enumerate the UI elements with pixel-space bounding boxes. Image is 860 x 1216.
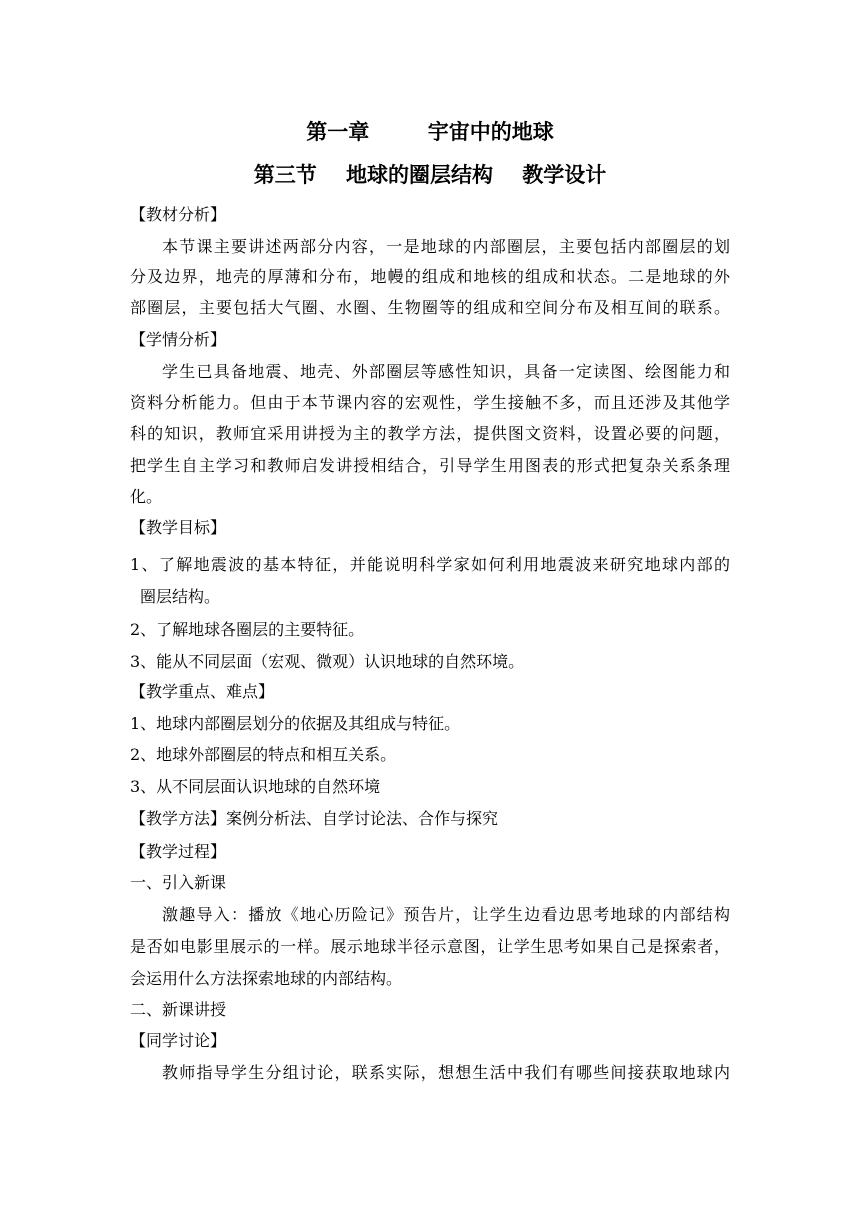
paragraph-line: 激趣导入：播放《地心历险记》预告片，让学生边看边思考地球的内部结构 bbox=[162, 905, 730, 924]
paragraph-line: 部圈层，主要包括大气圈、水圈、生物圈等的组成和空间分布及相互间的联系。 bbox=[130, 298, 730, 317]
heading-group-discussion: 【同学讨论】 bbox=[130, 1031, 227, 1050]
paragraph-line: 资料分析能力。但由于本节课内容的宏观性，学生接触不多，而且还涉及其他学 bbox=[130, 393, 730, 412]
heading-key-points: 【教学重点、难点】 bbox=[130, 682, 275, 701]
heading-student-analysis: 【学情分析】 bbox=[130, 330, 227, 349]
paragraph-line: 科的知识，教师宜采用讲授为主的教学方法，提供图文资料，设置必要的问题， bbox=[130, 424, 730, 443]
heading-teaching-goals: 【教学目标】 bbox=[130, 518, 227, 537]
paragraph-line: 分及边界，地壳的厚薄和分布，地幔的组成和地核的组成和状态。二是地球的外 bbox=[130, 267, 730, 286]
list-item: 3、能从不同层面（宏观、微观）认识地球的自然环境。 bbox=[130, 652, 525, 671]
paragraph-line: 把学生自主学习和教师启发讲授相结合，引导学生用图表的形式把复杂关系条理 bbox=[130, 456, 730, 475]
list-item: 1、地球内部圈层划分的依据及其组成与特征。 bbox=[130, 714, 461, 733]
subsection-title: 二、新课讲授 bbox=[130, 1000, 227, 1019]
list-item: 1、了解地震波的基本特征，并能说明科学家如何利用地震波来研究地球内部的 bbox=[130, 555, 730, 574]
list-item: 2、了解地球各圈层的主要特征。 bbox=[130, 620, 365, 639]
paragraph-line: 学生已具备地震、地壳、外部圈层等感性知识，具备一定读图、绘图能力和 bbox=[162, 362, 730, 381]
teaching-methods: 【教学方法】案例分析法、自学讨论法、合作与探究 bbox=[130, 809, 499, 828]
list-item: 2、地球外部圈层的特点和相互关系。 bbox=[130, 745, 397, 764]
heading-material-analysis: 【教材分析】 bbox=[130, 205, 227, 224]
paragraph-line: 化。 bbox=[130, 487, 163, 506]
paragraph-line: 会运用什么方法探索地球的内部结构。 bbox=[130, 969, 403, 988]
list-item: 3、从不同层面认识地球的自然环境 bbox=[130, 777, 381, 796]
list-item-continuation: 圈层结构。 bbox=[140, 587, 221, 606]
heading-teaching-process: 【教学过程】 bbox=[130, 842, 227, 861]
paragraph-line: 本节课主要讲述两部分内容，一是地球的内部圈层，主要包括内部圈层的划 bbox=[162, 237, 730, 256]
subsection-title: 一、引入新课 bbox=[130, 873, 227, 892]
paragraph-line: 教师指导学生分组讨论，联系实际，想想生活中我们有哪些间接获取地球内 bbox=[162, 1063, 730, 1082]
chapter-title: 第一章 宇宙中的地球 bbox=[306, 120, 554, 144]
section-title: 第三节 地球的圈层结构 教学设计 bbox=[253, 163, 607, 187]
paragraph-line: 是否如电影里展示的一样。展示地球半径示意图，让学生思考如果自己是探索者， bbox=[130, 937, 730, 956]
